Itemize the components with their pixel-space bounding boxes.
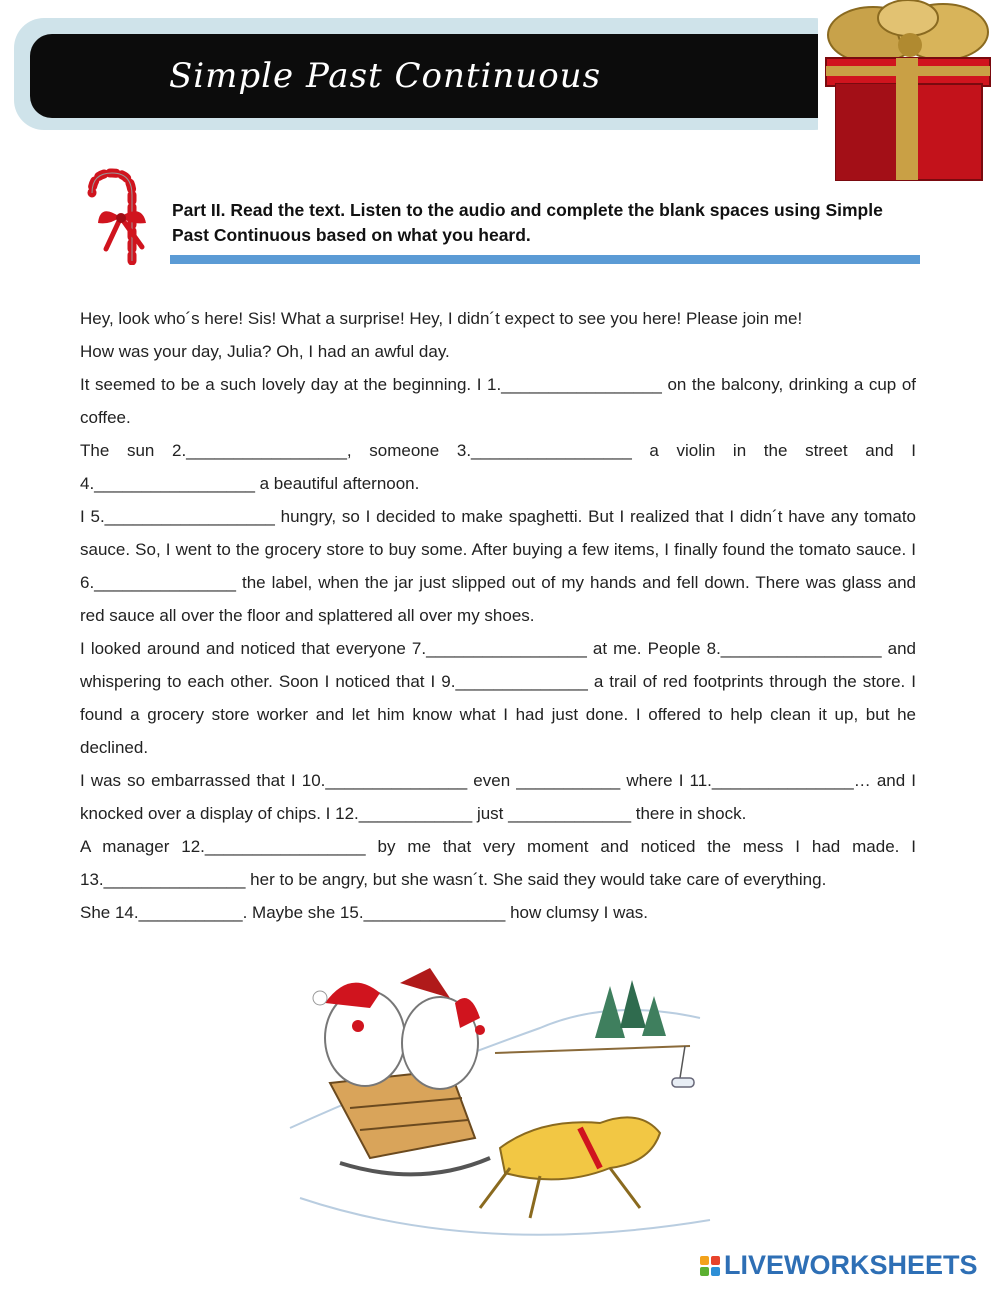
passage-paragraph: I was so embarrassed that I 10._______________ even ___________ where I 11._______________… and I knocked over a display of chips. I 12.____________ just _____________ there in shock.	[80, 771, 916, 823]
page-title: Simple Past Continuous	[168, 56, 602, 96]
reading-passage	[80, 302, 916, 929]
passage-paragraph: She 14.___________. Maybe she 15._______________ how clumsy I was.	[80, 903, 649, 922]
candy-cane-icon	[80, 165, 160, 265]
passage-paragraph: I looked around and noticed that everyone 7._________________ at me. People 8._________________ and whispering to each other. Soon I noticed that I 9.______________ a trail of red footprints through the store. I found a grocery store worker and let him know what I had just done. I offered to help clean it up, but he declined.	[80, 639, 916, 757]
section-divider	[170, 255, 920, 264]
title-banner	[30, 34, 840, 118]
logo-text: LIVEWORKSHEETS	[724, 1250, 978, 1280]
passage-paragraph: I 5.__________________ hungry, so I decided to make spaghetti. But I realized that I didn´t have any tomato sauce. So, I went to the grocery store to buy some. After buying a few items, I finally found the tomato sauce. I 6._______________ the label, when the jar just slipped out of my hands and fell down. There was glass and red sauce all over the floor and splattered all over my shoes.	[80, 507, 916, 625]
gift-box-icon	[818, 0, 1000, 185]
sled-illustration	[280, 958, 720, 1248]
passage-paragraph: A manager 12._________________ by me that very moment and noticed the mess I had made. I 13._______________ her to be angry, but she wasn´t. She said they would take care of everything.	[80, 837, 916, 889]
liveworksheets-logo	[700, 1250, 978, 1281]
instructions-text: Part II. Read the text. Listen to the audio and complete the blank spaces using Simple Past Continuous based on what you heard.	[172, 200, 883, 245]
passage-paragraph: The sun 2._________________, someone 3._________________ a violin in the street and I 4._________________ a beautiful afternoon.	[80, 441, 916, 493]
logo-mark-icon	[700, 1256, 720, 1276]
passage-paragraph: Hey, look who´s here! Sis! What a surprise! Hey, I didn´t expect to see you here! Please join me!	[80, 309, 803, 328]
passage-paragraph: How was your day, Julia? Oh, I had an awful day.	[80, 342, 450, 361]
passage-paragraph: It seemed to be a such lovely day at the beginning. I 1._________________ on the balcony, drinking a cup of coffee.	[80, 375, 916, 427]
